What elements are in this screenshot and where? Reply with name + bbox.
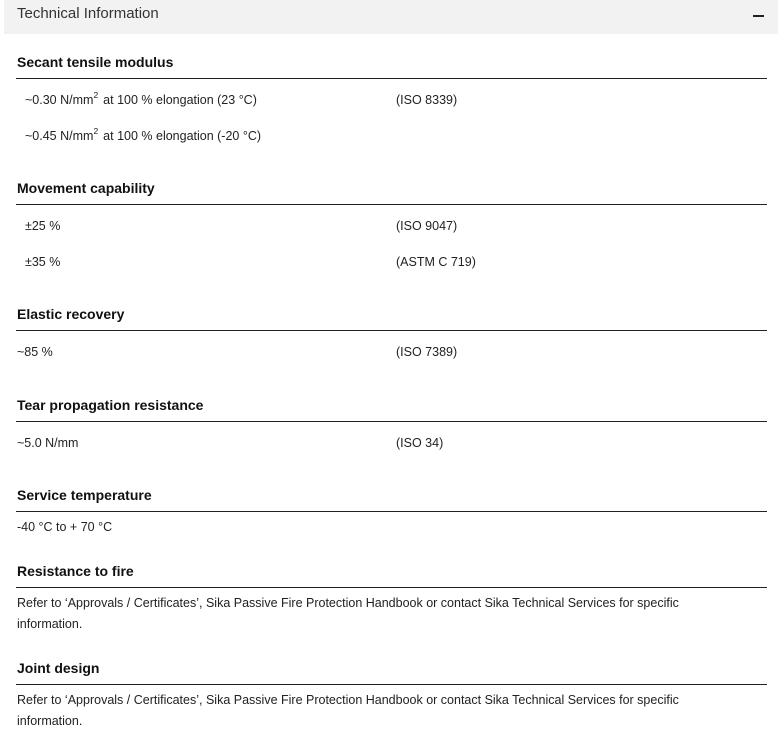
secant-row-2-value (25, 125, 262, 144)
section-title-elastic-recovery: Elastic recovery (17, 306, 125, 322)
section-divider (16, 421, 767, 422)
collapse-minus-icon[interactable] (753, 15, 764, 17)
elastic-row-1-standard: (ISO 7389) (396, 345, 458, 359)
section-title-service-temperature: Service temperature (17, 487, 152, 503)
section-title-joint-design: Joint design (17, 660, 100, 676)
section-divider (16, 684, 767, 685)
secant-row-1-prefix: ~0.30 N/mm (25, 93, 94, 107)
section-title-secant-tensile-modulus: Secant tensile modulus (17, 54, 174, 70)
secant-row-1-standard: (ISO 8339) (396, 93, 458, 107)
secant-row-1-suffix: at 100 % elongation (23 °C) (103, 93, 257, 107)
elastic-row-1-value: ~85 % (17, 345, 53, 359)
tear-row-1-value: ~5.0 N/mm (17, 436, 79, 450)
movement-row-1-value: ±25 % (25, 219, 61, 233)
section-title-resistance-to-fire: Resistance to fire (17, 563, 134, 579)
movement-row-2-standard: (ASTM C 719) (396, 255, 476, 269)
tear-row-1-standard: (ISO 34) (396, 436, 444, 450)
technical-information-header[interactable] (4, 0, 778, 34)
movement-row-2-value: ±35 % (25, 255, 61, 269)
section-divider (16, 204, 767, 205)
section-title-movement-capability: Movement capability (17, 180, 155, 196)
secant-row-2-suffix: at 100 % elongation (-20 °C) (103, 129, 262, 143)
section-divider (16, 330, 767, 331)
joint-design-text: Refer to ‘Approvals / Certificates’, Sika Passive Fire Protection Handbook or contact Sika Technical Services for specific information. (17, 693, 679, 728)
secant-row-2-superscript: 2 (93, 125, 99, 136)
secant-row-1-value (25, 89, 257, 108)
section-divider (16, 511, 767, 512)
section-divider (16, 78, 767, 79)
section-title-tear-propagation-resistance: Tear propagation resistance (17, 397, 204, 413)
secant-row-1-superscript: 2 (93, 89, 99, 100)
movement-row-1-standard: (ISO 9047) (396, 219, 458, 233)
section-divider (16, 587, 767, 588)
resistance-to-fire-text: Refer to ‘Approvals / Certificates’, Sika Passive Fire Protection Handbook or contact Sika Technical Services for specific information. (17, 596, 679, 631)
panel-title: Technical Information (17, 5, 159, 22)
secant-row-2-prefix: ~0.45 N/mm (25, 129, 94, 143)
service-temperature-value: -40 °C to + 70 °C (17, 520, 113, 534)
